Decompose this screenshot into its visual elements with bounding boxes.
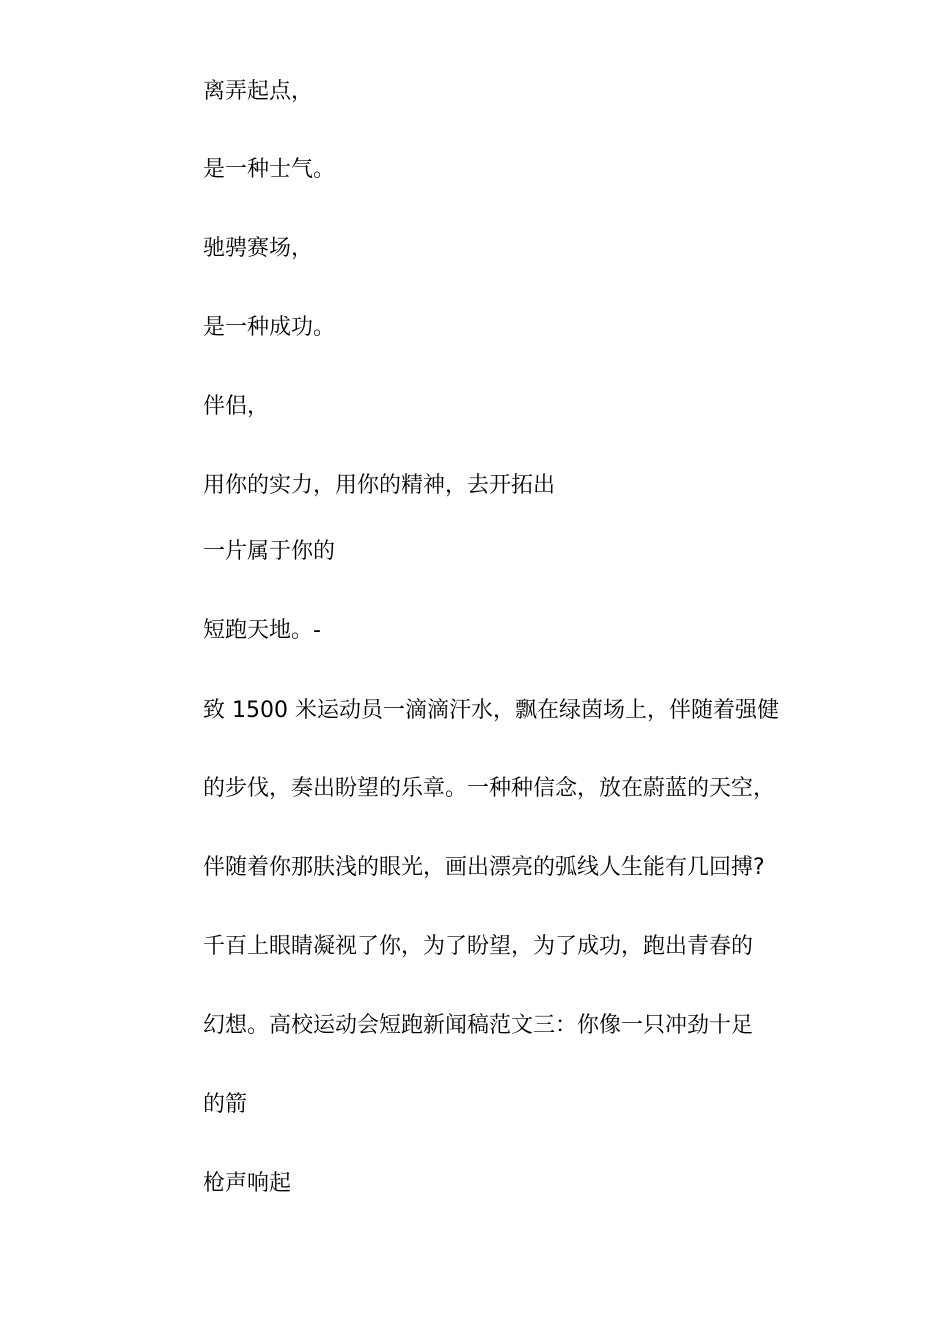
text-line: 伴随着你那肤浅的眼光，画出漂亮的弧线人生能有几回搏? bbox=[203, 855, 765, 880]
text-line: 枪声响起 bbox=[203, 1171, 292, 1196]
text-line: 致 1500 米运动员一滴滴汗水，飘在绿茵场上，伴随着强健 bbox=[203, 698, 779, 723]
text-line: 驰骋赛场， bbox=[203, 236, 314, 261]
text-line: 千百上眼睛凝视了你，为了盼望，为了成功，跑出青春的 bbox=[203, 934, 754, 959]
text-line: 的箭 bbox=[203, 1092, 248, 1117]
text-line: 的步伐，奏出盼望的乐章。一种种信念，放在蔚蓝的天空， bbox=[203, 776, 776, 801]
text-line: 一片属于你的 bbox=[203, 539, 336, 564]
text-line: 用你的实力，用你的精神，去开拓出 bbox=[203, 473, 556, 498]
text-line: 是一种士气。 bbox=[203, 157, 336, 182]
text-line: 是一种成功。 bbox=[203, 315, 336, 340]
text-line: 短跑天地。- bbox=[203, 618, 321, 643]
text-line: 离弄起点， bbox=[203, 79, 314, 104]
text-line: 幻想。高校运动会短跑新闻稿范文三：你像一只冲劲十足 bbox=[203, 1013, 754, 1038]
text-line: 伴侣， bbox=[203, 394, 270, 419]
